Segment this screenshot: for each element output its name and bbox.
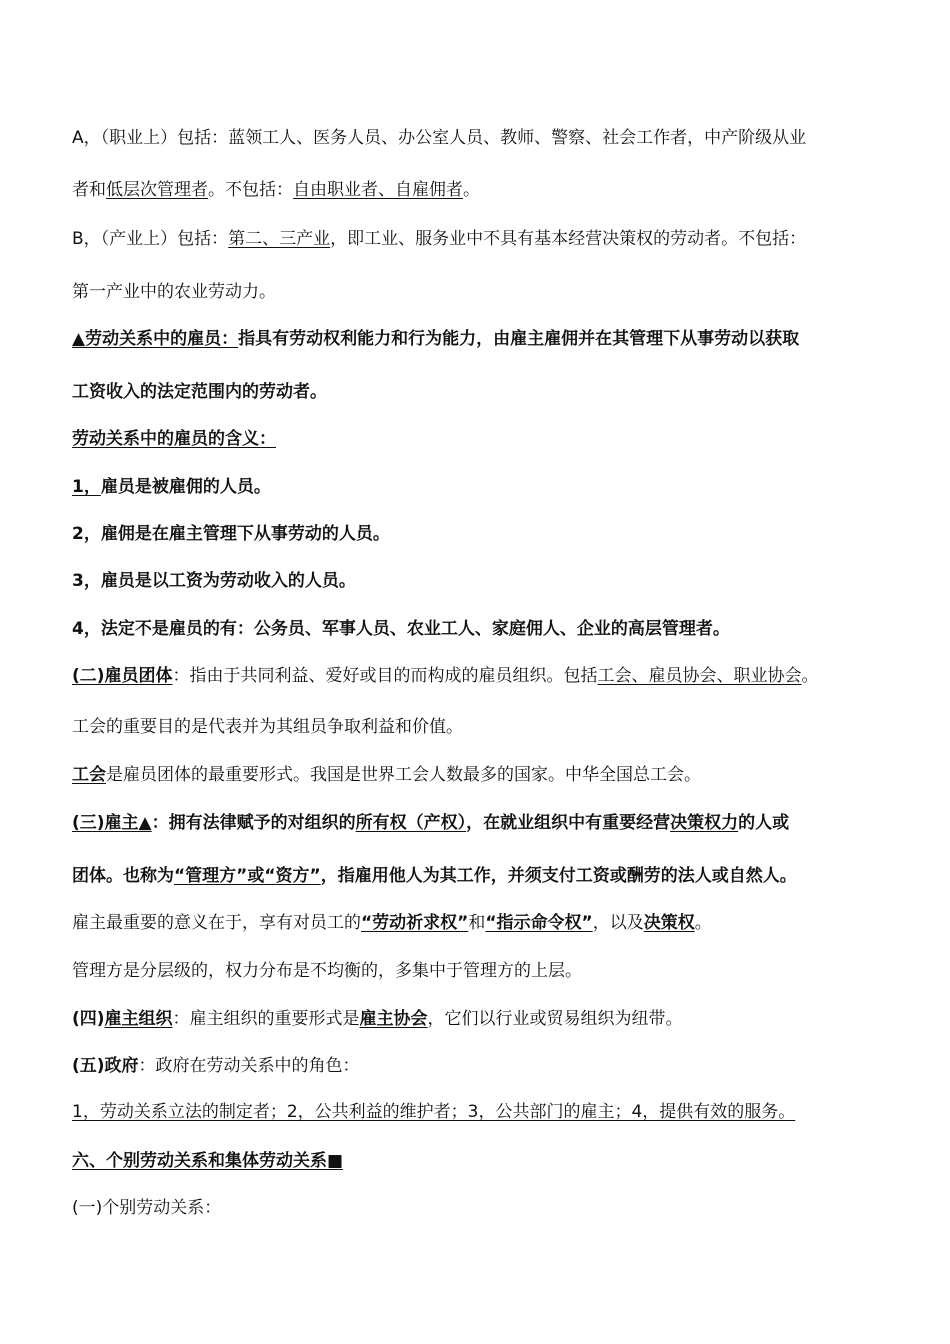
underlined-list: 1，劳动关系立法的制定者；2，公共利益的维护者；3，公共部门的雇主；4，提供有效的服务。	[72, 1102, 796, 1122]
text: ，即工业、服务业中不具有基本经营决策权的劳动者。不包括：	[330, 229, 807, 249]
text: 第一产业中的农业劳动力。	[72, 282, 276, 302]
paragraph-a-continued	[72, 180, 908, 201]
text: 。	[463, 180, 480, 200]
union-form	[72, 765, 908, 786]
text: ：拥有法律赋予的对组织的	[151, 813, 356, 833]
text: ：政府在劳动关系中的角色：	[138, 1056, 360, 1076]
underlined-term: 决策权力	[670, 813, 739, 833]
meaning-item-3	[72, 571, 908, 592]
government-roles	[72, 1102, 908, 1123]
underlined-term: 决策权	[643, 913, 695, 933]
employee-meaning-heading	[72, 429, 908, 450]
underlined-term: 自由职业者、自雇佣者	[293, 180, 463, 200]
text: 雇主最重要的意义在于，享有对员工的	[72, 913, 361, 933]
employer-definition	[72, 813, 908, 834]
management-hierarchy	[72, 961, 908, 982]
underlined-term: 工会、雇员协会、职业协会	[597, 666, 802, 686]
paragraph-a-occupation	[72, 128, 908, 149]
section-title: (二)雇员团体	[72, 666, 173, 686]
heading: 六、个别劳动关系和集体劳动关系■	[72, 1151, 344, 1171]
employer-definition-continued	[72, 866, 908, 887]
paragraph-b-continued	[72, 282, 908, 303]
text: ，以及	[592, 913, 644, 933]
section-number: (四)	[72, 1009, 105, 1029]
text: 4，法定不是雇员的有：公务员、军事人员、农业工人、家庭佣人、企业的高层管理者。	[72, 619, 730, 639]
text: 。	[694, 913, 712, 933]
text: 管理方是分层级的，权力分布是不均衡的，多集中于管理方的上层。	[72, 961, 582, 981]
text: 是雇员团体的最重要形式。我国是世界工会人数最多的国家。中华全国总工会。	[106, 765, 701, 785]
union-purpose	[72, 717, 908, 738]
text: 雇员是被雇佣的人员。	[100, 477, 271, 497]
underlined-term: 所有权（产权）	[355, 813, 467, 833]
underlined-term: 工会	[72, 765, 106, 785]
text: 指具有劳动权利能力和行为能力，由雇主雇佣并在其管理下从事劳动以获取	[238, 329, 800, 349]
employee-definition-continued	[72, 382, 908, 403]
text: 。	[801, 666, 819, 686]
definition-term: ▲劳动关系中的雇员：	[72, 329, 239, 349]
section-six-heading	[72, 1151, 908, 1172]
text: 工会的重要目的是代表并为其组员争取利益和价值。	[72, 717, 463, 737]
heading: 劳动关系中的雇员的含义：	[72, 429, 276, 449]
text: 2，雇佣是在雇主管理下从事劳动的人员。	[72, 524, 390, 544]
employer-significance	[72, 913, 908, 934]
underlined-term: 雇主协会	[359, 1009, 428, 1029]
text: 团体。也称为	[72, 866, 174, 886]
underlined-term: 低层次管理者	[106, 180, 208, 200]
employee-definition	[72, 329, 908, 350]
text: ，它们以行业或贸易组织为纽带。	[427, 1009, 683, 1029]
underlined-term: 第二、三产业	[228, 229, 331, 249]
section-title: (三)雇主▲	[72, 813, 152, 833]
underlined-term: “管理方”或“资方”	[174, 866, 321, 886]
text: ，在就业组织中有重要经营	[466, 813, 671, 833]
text: 的人或	[738, 813, 790, 833]
individual-relation-heading	[72, 1198, 908, 1219]
text: 3，雇员是以工资为劳动收入的人员。	[72, 571, 356, 591]
meaning-item-4	[72, 619, 908, 640]
text: ，指雇用他人为其工作，并须支付工资或酬劳的法人或自然人。	[320, 866, 797, 886]
text: 。不包括：	[208, 180, 293, 200]
section-title: 雇主组织	[104, 1009, 173, 1029]
employer-organization	[72, 1009, 908, 1030]
text: ：指由于共同利益、爱好或目的而构成的雇员组织。包括	[172, 666, 598, 686]
employee-group-paragraph	[72, 666, 908, 687]
item-number: 1，	[72, 477, 101, 497]
text: 者和	[72, 180, 106, 200]
meaning-item-1	[72, 477, 908, 498]
text: (一)个别劳动关系：	[72, 1198, 222, 1218]
government-heading	[72, 1056, 908, 1077]
meaning-item-2	[72, 524, 908, 545]
paragraph-b-industry	[72, 229, 908, 250]
text: 和	[468, 913, 486, 933]
text: B，（产业上）包括：	[72, 229, 229, 249]
underlined-term: “劳动祈求权”	[361, 913, 469, 933]
section-title: (五)政府	[72, 1056, 139, 1076]
underlined-term: “指示命令权”	[485, 913, 593, 933]
text: A，（职业上）包括：蓝领工人、医务人员、办公室人员、教师、警察、社会工作者，中产阶级从业	[72, 128, 807, 148]
text: ：雇主组织的重要形式是	[172, 1009, 360, 1029]
text: 工资收入的法定范围内的劳动者。	[72, 382, 327, 402]
